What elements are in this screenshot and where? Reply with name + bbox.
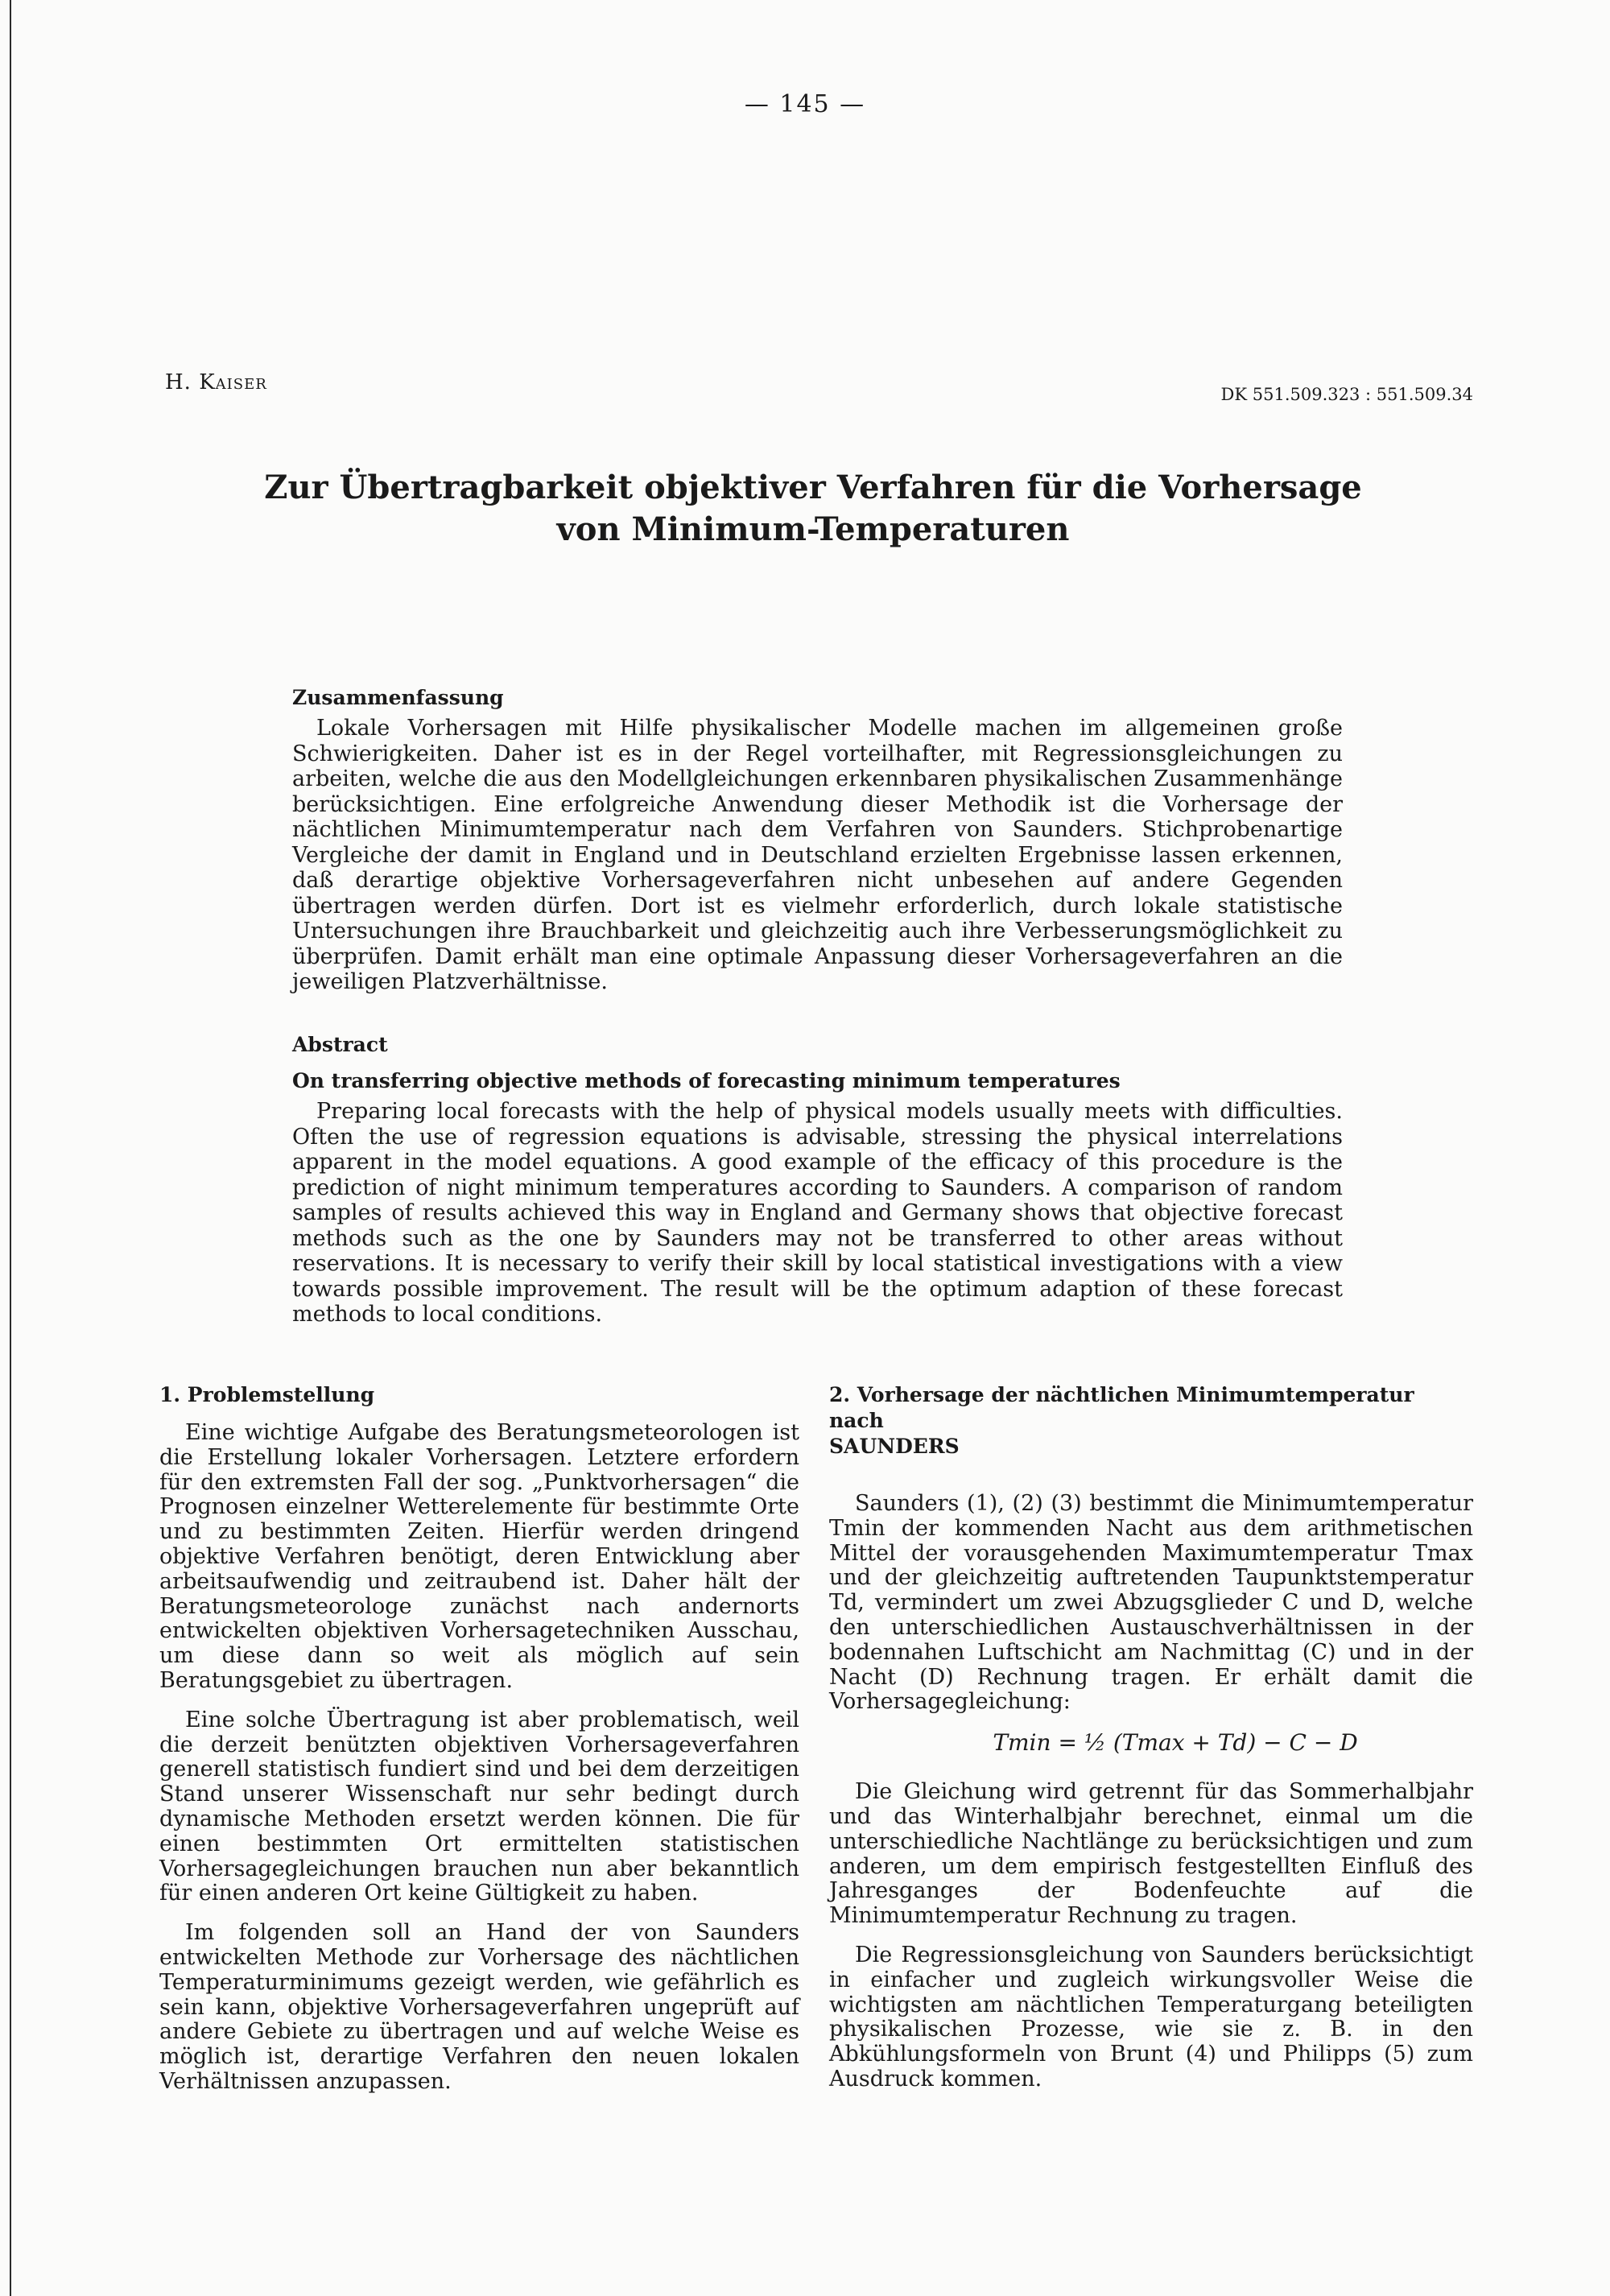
section1-paragraph-2: Eine solche Übertragung ist aber problematisch, weil die derzeit benützten objektiven Vorhersageverfahren generell statistisch fundiert sind und bei dem derzeitigen Stand unserer Wissenschaft nur sehr bedingt durch dynamische Methoden ersetzt werden können. Die für einen bestimmten Ort ermittelten statistischen Vorhersagegleichungen brauchen nun aber bekanntlich für einen anderen Ort keine Gültigkeit zu haben. [159,1707,799,1906]
abstract-text: Preparing local forecasts with the help of physical models usually meets with difficulties. Often the use of regression equations is advisable, stressing the physical interrelations apparent in the model equations. A good example of the efficacy of this procedure is the prediction of night minimum temperatures according to Saunders. A comparison of random samples of results achieved this way in England and Germany shows that objective forecast methods such as the one by Saunders may not be transferred to other areas without reservations. It is necessary to verify their skill by local statistical investigations with a view towards possible improvement. The result will be the optimum adaption of these forecast methods to local conditions. [292,1099,1343,1327]
column-left [159,1382,799,2109]
zusammenfassung-text: Lokale Vorhersagen mit Hilfe physikalischer Modelle machen im allgemeinen große Schwierigkeiten. Daher ist es in der Regel vorteilhafter, mit Regressionsgleichungen zu arbeiten, welche die aus den Modellgleichungen erkennbaren physikalischen Zusammenhänge berücksichtigen. Eine erfolgreiche Anwendung dieser Methodik ist die Vorhersage der nächtlichen Minimumtemperatur nach dem Verfahren von Saunders. Stichprobenartige Vergleiche der damit in England und in Deutschland erzielten Ergebnisse lassen erkennen, daß derartige objektive Vorhersageverfahren nicht unbesehen auf andere Gegenden übertragen werden dürfen. Dort ist es vielmehr erforderlich, durch lokale statistische Untersuchungen ihre Brauchbarkeit und gleichzeitig auch ihre Verbesserungsmöglichkeit zu überprüfen. Damit erhält man eine optimale Anpassung dieser Vorhersageverfahren an die jeweiligen Platzverhältnisse. [292,716,1343,994]
title-line-1: Zur Übertragbarkeit objektiver Verfahren für die Vorhersage [264,469,1362,506]
zusammenfassung-heading: Zusammenfassung [292,686,504,709]
abstract-subheading: On transferring objective methods of forecasting minimum temperatures [292,1069,1121,1092]
scan-edge-line [10,0,11,2296]
paper-title [209,467,1417,551]
abstract-heading: Abstract [292,1033,388,1056]
zusammenfassung-block [292,686,1343,995]
section1-paragraph-3: Im folgenden soll an Hand der von Saunders entwickelten Methode zur Vorhersage des nächtlichen Temperaturminimums gezeigt werden, wie gefährlich es sein kann, objektive Vorhersageverfahren ungeprüft auf andere Gebiete zu übertragen und auf welche Weise es möglich ist, derartige Verfahren den neuen lokalen Verhältnissen anzupassen. [159,1920,799,2094]
column-right [829,1382,1473,2107]
section2-paragraph-1: Saunders (1), (2) (3) bestimmt die Minimumtemperatur Tmin der kommenden Nacht aus dem arithmetischen Mittel der vorausgehenden Maximumtemperatur Tmax und der gleichzeitig auftretenden Taupunktstemperatur Td, vermindert um zwei Abzugsglieder C und D, welche den unterschiedlichen Austauschverhältnissen in der bodennahen Luftschicht am Nachmittag (C) und in der Nacht (D) Rechnung tragen. Er erhält damit die Vorhersagegleichung: [829,1491,1473,1715]
section2-heading [829,1382,1473,1460]
section1-heading: 1. Problemstellung [159,1383,375,1406]
section2-paragraph-2: Die Gleichung wird getrennt für das Sommerhalbjahr und das Winterhalbjahr berechnet, einmal um die unterschiedliche Nachtlänge zu berücksichtigen und zum anderen, um dem empirisch festgestellten Einfluß des Jahresganges der Bodenfeuchte auf die Minimumtemperatur Rechnung zu tragen. [829,1779,1473,1929]
abstract-block [292,1033,1343,1328]
section2-heading-line-2: SAUNDERS [829,1435,960,1458]
saunders-equation: Tmin = ½ (Tmax + Td) − C − D [993,1729,1358,1757]
page-number: — 145 — [744,90,866,118]
title-line-2: von Minimum-Temperaturen [556,510,1070,548]
author: H. Kaiser [165,370,267,394]
section2-paragraph-3: Die Regressionsgleichung von Saunders berücksichtigt in einfacher und zugleich wirkungsvoller Weise die wichtigsten am nächtlichen Temperaturgang beteiligten physikalischen Prozesse, wie sie z. B. in den Abkühlungsformeln von Brunt (4) und Philipps (5) zum Ausdruck kommen. [829,1942,1473,2092]
section1-paragraph-1: Eine wichtige Aufgabe des Beratungsmeteorologen ist die Erstellung lokaler Vorhersagen. Letztere erfordern für den extremsten Fall der sog. „Punktvorhersagen“ die Prognosen einzelner Wetterelemente für bestimmte Orte und zu bestimmten Zeiten. Hierfür werden dringend objektive Verfahren benötigt, deren Entwicklung aber arbeitsaufwendig und zeitraubend ist. Daher hält der Beratungsmeteorologe zunächst nach andernorts entwickelten objektiven Vorhersagetechniken Ausschau, um diese dann so weit als möglich auf sein Beratungsgebiet zu übertragen. [159,1420,799,1693]
udc-classification: DK 551.509.323 : 551.509.34 [1220,385,1473,404]
section2-heading-line-1: 2. Vorhersage der nächtlichen Minimumtemperatur nach [829,1383,1414,1432]
